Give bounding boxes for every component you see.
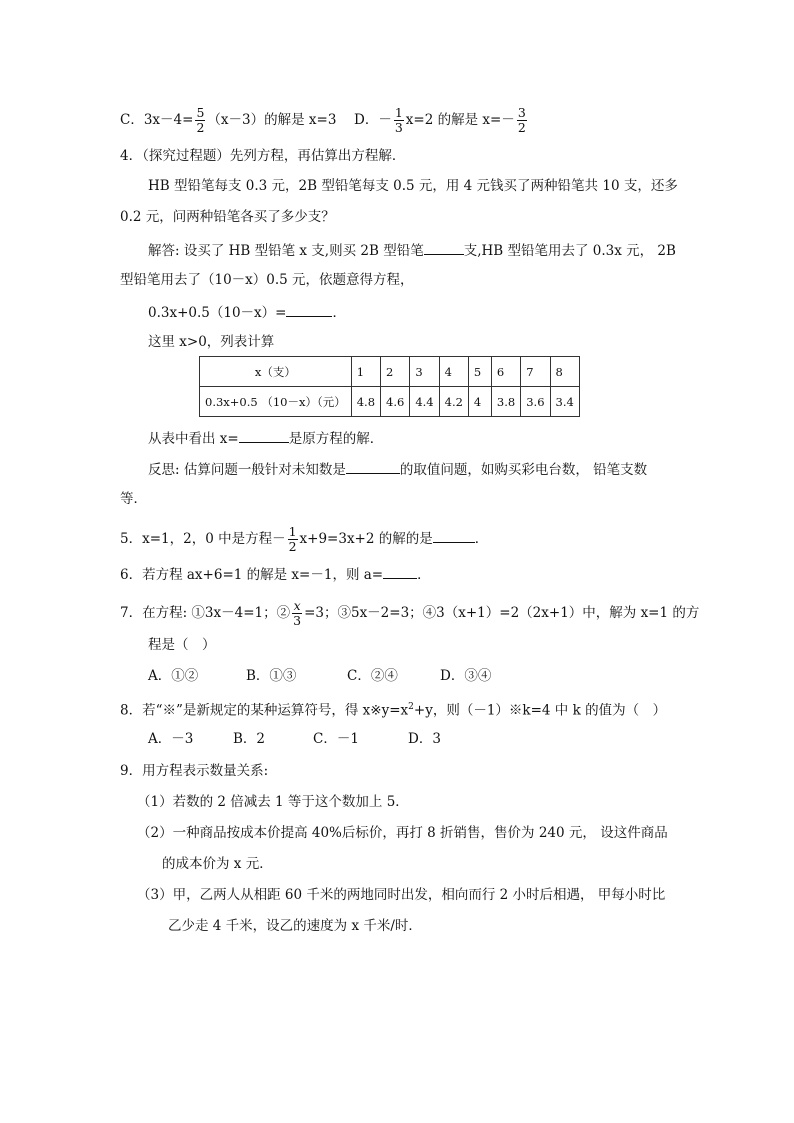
q7-option-a: A．①② (148, 668, 199, 684)
q4-answer-line-2: 型铅笔用去了（10－x）0.5 元，依题意得方程， (120, 272, 414, 288)
q3d-fraction-2: $\frac{3}{2}$ (517, 105, 526, 135)
table-head-cost: 0.3x+0.5 （10－x）（元） (200, 387, 352, 417)
q4-title: 4．（探究过程题）先列方程，再估算出方程解． (120, 148, 406, 164)
table-cell: 4.4 (410, 387, 439, 417)
table-head-x: x（支） (200, 357, 352, 387)
table-row (200, 387, 580, 417)
table-cell: 2 (381, 357, 410, 387)
q3c-label: C． (120, 112, 144, 128)
q7-fraction: $\frac{x}{3}$ (293, 598, 302, 628)
q9-sub-1: （1）若数的 2 倍减去 1 等于这个数加上 5． (137, 794, 409, 810)
table-cell: 3.6 (521, 387, 550, 417)
blank-solution (239, 428, 289, 443)
table-cell: 4.8 (351, 387, 380, 417)
table-cell: 4 (468, 387, 491, 417)
table-cell: 3.8 (491, 387, 520, 417)
q7-option-d: D．③④ (440, 668, 492, 684)
table-cell: 6 (491, 357, 520, 387)
table-cell: 5 (468, 357, 491, 387)
table-cell: 8 (550, 357, 579, 387)
blank-2b-count (424, 240, 464, 255)
q3d-label: D．－ (354, 112, 392, 128)
table-cell: 3.4 (550, 387, 579, 417)
q4-conclusion: 从表中看出 x= 是原方程的解． (148, 428, 383, 448)
blank-unknown-type (346, 459, 400, 474)
blank-equation (286, 302, 332, 317)
q3c-text-a: 3x－4= (143, 112, 194, 128)
q5: 5．x=1，2，0 中是方程－ $\frac{1}{2}$ x+9=3x+2 的解的是 ． (120, 524, 489, 554)
q9-title: 9．用方程表示数量关系: (120, 763, 269, 779)
blank-q6 (383, 564, 417, 579)
q4-calc-table (199, 356, 580, 417)
q3d-fraction: $\frac{1}{3}$ (394, 105, 403, 135)
table-row (200, 357, 580, 387)
q7-stem-end: 程是（ ） (148, 637, 216, 653)
blank-q5 (433, 528, 475, 543)
q7-option-c: C．②④ (347, 668, 398, 684)
q3-option-c (120, 106, 336, 135)
q3c-fraction: $\frac{5}{2}$ (196, 105, 205, 135)
q4-paragraph-1b: 0.2 元，问两种铅笔各买了多少支？ (120, 209, 335, 225)
q9-sub-3a: （3）甲，乙两人从相距 60 千米的两地同时出发，相向而行 2 小时后相遇， 甲每小时比 (137, 887, 666, 903)
q4-equation: 0.3x+0.5（10－x）= ． (148, 302, 346, 322)
q4-reflection: 反思: 估算问题一般针对未知数是 的取值问题，如购买彩电台数， 铅笔支数 (148, 459, 647, 479)
q4-paragraph-1a: HB 型铅笔每支 0.3 元，2B 型铅笔每支 0.5 元，用 4 元钱买了两种铅笔共 10 支，还多 (148, 178, 678, 194)
q7: 7．在方程: ①3x－4=1；② $\frac{x}{3}$ =3；③5x－2=3；④3（x+1）=2（2x+1）中，解为 x=1 的方 (120, 598, 700, 628)
table-cell: 4.2 (439, 387, 468, 417)
q8-option-d: D．3 (408, 731, 441, 747)
q5-fraction: $\frac{1}{2}$ (288, 524, 297, 554)
table-cell: 4.6 (381, 387, 410, 417)
q7-option-b: B．①③ (246, 668, 297, 684)
q8-option-c: C．－1 (313, 731, 359, 747)
q9-sub-2a: （2）一种商品按成本价提高 40%后标价，再打 8 折销售，售价为 240 元， 设这件商品 (137, 825, 668, 841)
q4-note: 这里 x>0，列表计算 (148, 334, 275, 350)
q8-option-b: B．2 (233, 731, 266, 747)
table-cell: 4 (439, 357, 468, 387)
table-cell: 7 (521, 357, 550, 387)
table-cell: 3 (410, 357, 439, 387)
q4-reflection-end: 等． (120, 491, 147, 507)
q6: 6．若方程 ax+6=1 的解是 x=－1，则 a= ． (120, 564, 431, 584)
q3d-text-a: x=2 的解是 x=－ (405, 112, 515, 128)
table-cell: 1 (351, 357, 380, 387)
q4-answer-line-1: 解答: 设买了 HB 型铅笔 x 支,则买 2B 型铅笔 支,HB 型铅笔用去了 0.3x 元， 2B (148, 240, 676, 260)
q3-option-d (354, 106, 529, 135)
q8: 8．若“※”是新规定的某种运算符号，得 $x※y=x^2+y$，则（－1）※k=4 中 k 的值为（ ） (120, 702, 667, 719)
q9-sub-3b: 乙少走 4 千米，设乙的速度为 x 千米/时． (168, 918, 422, 934)
q8-option-a: A．－3 (148, 731, 194, 747)
q3c-text-b: （x－3）的解是 x=3 (207, 112, 337, 128)
q9-sub-2b: 的成本价为 x 元． (162, 856, 273, 872)
